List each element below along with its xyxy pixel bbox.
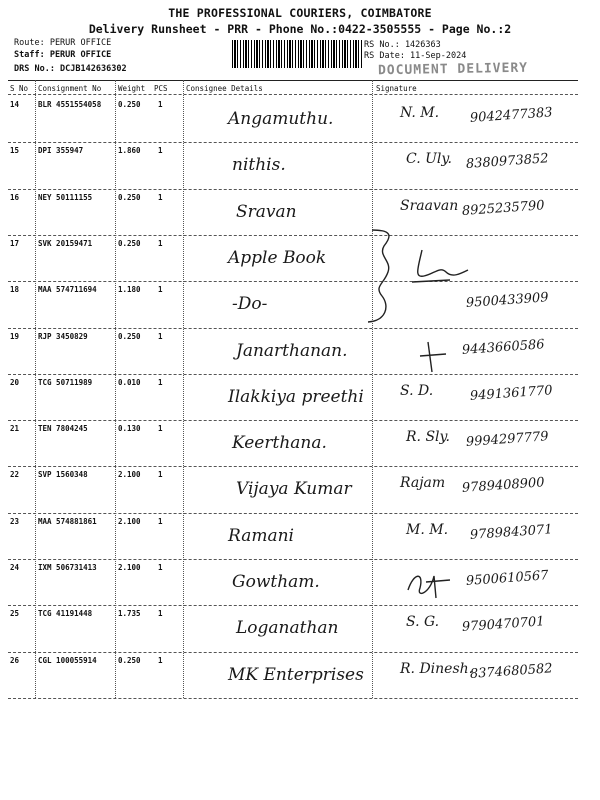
row-signature: R. Sly. — [406, 429, 451, 446]
row-sno: 20 — [10, 377, 20, 387]
row-divider — [8, 605, 578, 606]
row-divider — [8, 513, 578, 514]
row-weight: 0.130 — [118, 424, 141, 434]
row-divider — [8, 189, 578, 190]
row-sno: 23 — [10, 516, 20, 526]
row-weight: 0.250 — [118, 331, 141, 341]
rs-date: RS Date: 11-Sep-2024 — [364, 51, 467, 61]
row-divider — [8, 420, 578, 421]
row-consignment-no: SVP 1560348 — [38, 470, 88, 480]
row-consignee-name: Angamuthu. — [228, 109, 334, 129]
row-phone: 9789843071 — [469, 521, 554, 543]
row-consignee-name: Sravan — [236, 201, 297, 222]
row-phone: 9790470701 — [461, 614, 546, 636]
row-sno: 25 — [10, 609, 20, 619]
header-bottom-rule — [8, 94, 578, 95]
row-sno: 15 — [10, 146, 20, 156]
row-pcs: 1 — [158, 424, 163, 434]
row-consignee-name: Janarthanan. — [236, 340, 348, 361]
row-consignee-name: Ramani — [228, 525, 294, 546]
row-signature: Sraavan — [400, 197, 459, 214]
row-signature: R. Dinesh. — [400, 660, 474, 677]
drs-number: DRS No.: DCJB142636302 — [14, 64, 127, 74]
barcode — [232, 40, 362, 68]
row-consignment-no: SVK 20159471 — [38, 238, 93, 248]
row-weight: 1.735 — [118, 609, 141, 619]
runsheet-subtitle: Delivery Runsheet - PRR - Phone No.:0422-3505555 - Page No.:2 — [88, 22, 512, 36]
row-weight: 2.100 — [118, 563, 141, 572]
row-sno: 16 — [10, 192, 20, 202]
row-weight: 0.250 — [118, 655, 141, 665]
row-weight: 0.010 — [118, 377, 141, 387]
row-consignment-no: CGL 100055914 — [38, 655, 97, 665]
row-consignment-no: BLR 4551554058 — [38, 100, 102, 109]
row-consignment-no: MAA 574711694 — [38, 285, 97, 295]
row-sno: 22 — [10, 470, 20, 480]
col-header-weight: Weight — [118, 84, 146, 93]
rs-number: RS No.: 1426363 — [364, 40, 441, 50]
row-consignee-name: Gowtham. — [232, 572, 320, 592]
row-signature: N. M. — [400, 105, 440, 121]
row-pcs: 1 — [158, 100, 163, 109]
row-signature: M. M. — [406, 521, 449, 538]
row-consignee-name: Apple Book — [228, 247, 327, 268]
row-signature: Rajam — [400, 475, 446, 492]
row-consignee-name: MK Enterprises — [228, 664, 364, 685]
row-phone: 9994297779 — [465, 429, 550, 451]
row-consignee-name: -Do- — [232, 294, 268, 315]
row-consignment-no: IXM 506731413 — [38, 563, 97, 572]
row-phone: 8925235790 — [461, 197, 546, 219]
col-header-pcs: PCS — [154, 84, 168, 93]
row-phone: 8380973852 — [465, 151, 550, 173]
company-title: THE PROFESSIONAL COURIERS, COIMBATORE — [168, 6, 432, 20]
row-pcs: 1 — [158, 285, 163, 295]
row-divider — [8, 559, 578, 560]
row-consignment-no: NEY 50111155 — [38, 192, 93, 202]
row-sno: 24 — [10, 563, 20, 572]
row-signature: S. D. — [400, 382, 434, 399]
row-signature: C. Uly. — [406, 151, 452, 168]
row-weight: 0.250 — [118, 238, 141, 248]
document-delivery-stamp: DOCUMENT DELIVERY — [377, 60, 529, 79]
row-consignment-no: TCG 50711989 — [38, 377, 93, 387]
row-pcs: 1 — [158, 331, 163, 341]
row-pcs: 1 — [158, 238, 163, 248]
bracket-mark — [362, 226, 402, 326]
row-weight: 0.250 — [118, 100, 141, 109]
row-consignment-no: MAA 574881861 — [38, 516, 97, 526]
row-consignee-name: Vijaya Kumar — [236, 479, 352, 500]
row-weight: 2.100 — [118, 516, 141, 526]
row-divider — [8, 142, 578, 143]
row-divider — [8, 235, 578, 236]
signature-squiggle — [404, 568, 454, 600]
row-sno: 18 — [10, 285, 20, 295]
row-consignment-no: TCG 41191448 — [38, 609, 93, 619]
row-divider — [8, 374, 578, 375]
row-weight: 1.860 — [118, 146, 141, 156]
col-header-sno: S No — [10, 84, 29, 93]
row-weight: 2.100 — [118, 470, 141, 480]
header-top-rule — [8, 80, 578, 81]
row-divider — [8, 328, 578, 329]
row-phone: 9500610567 — [465, 568, 550, 589]
row-sno: 26 — [10, 655, 20, 665]
row-divider — [8, 652, 578, 653]
row-weight: 0.250 — [118, 192, 141, 202]
row-pcs: 1 — [158, 192, 163, 202]
row-consignee-name: nithis. — [232, 155, 286, 176]
row-consignee-name: Keerthana. — [232, 433, 327, 454]
row-pcs: 1 — [158, 516, 163, 526]
route-label: Route: PERUR OFFICE — [14, 38, 112, 48]
staff-label: Staff: PERUR OFFICE — [14, 50, 112, 60]
row-phone: 8374680582 — [469, 660, 554, 682]
row-pcs: 1 — [158, 470, 163, 480]
row-consignment-no: DPI 355947 — [38, 146, 84, 156]
row-sno: 21 — [10, 424, 20, 434]
signature-cross — [418, 340, 448, 374]
row-divider — [8, 466, 578, 467]
row-consignment-no: TEN 7804245 — [38, 424, 88, 434]
row-phone: 9500433909 — [465, 290, 550, 312]
row-pcs: 1 — [158, 563, 163, 572]
col-header-consignee: Consignee Details — [186, 84, 263, 93]
row-sno: 14 — [10, 100, 20, 109]
row-divider — [8, 698, 578, 699]
row-consignment-no: RJP 3450829 — [38, 331, 88, 341]
row-consignee-name: Ilakkiya preethi — [228, 386, 364, 407]
col-header-signature: Signature — [376, 84, 417, 93]
row-phone: 9789408900 — [461, 475, 546, 497]
row-phone: 9443660586 — [461, 336, 546, 358]
row-pcs: 1 — [158, 146, 163, 156]
row-phone: 9042477383 — [469, 105, 554, 126]
signature-scribble — [410, 248, 470, 288]
row-consignee-name: Loganathan — [236, 618, 339, 639]
row-pcs: 1 — [158, 655, 163, 665]
row-pcs: 1 — [158, 377, 163, 387]
row-phone: 9491361770 — [469, 383, 554, 404]
row-pcs: 1 — [158, 609, 163, 619]
col-header-consignment: Consignment No — [38, 84, 102, 93]
row-divider — [8, 281, 578, 282]
row-sno: 17 — [10, 238, 20, 248]
row-sno: 19 — [10, 331, 20, 341]
row-weight: 1.180 — [118, 285, 141, 295]
row-signature: S. G. — [406, 614, 440, 631]
